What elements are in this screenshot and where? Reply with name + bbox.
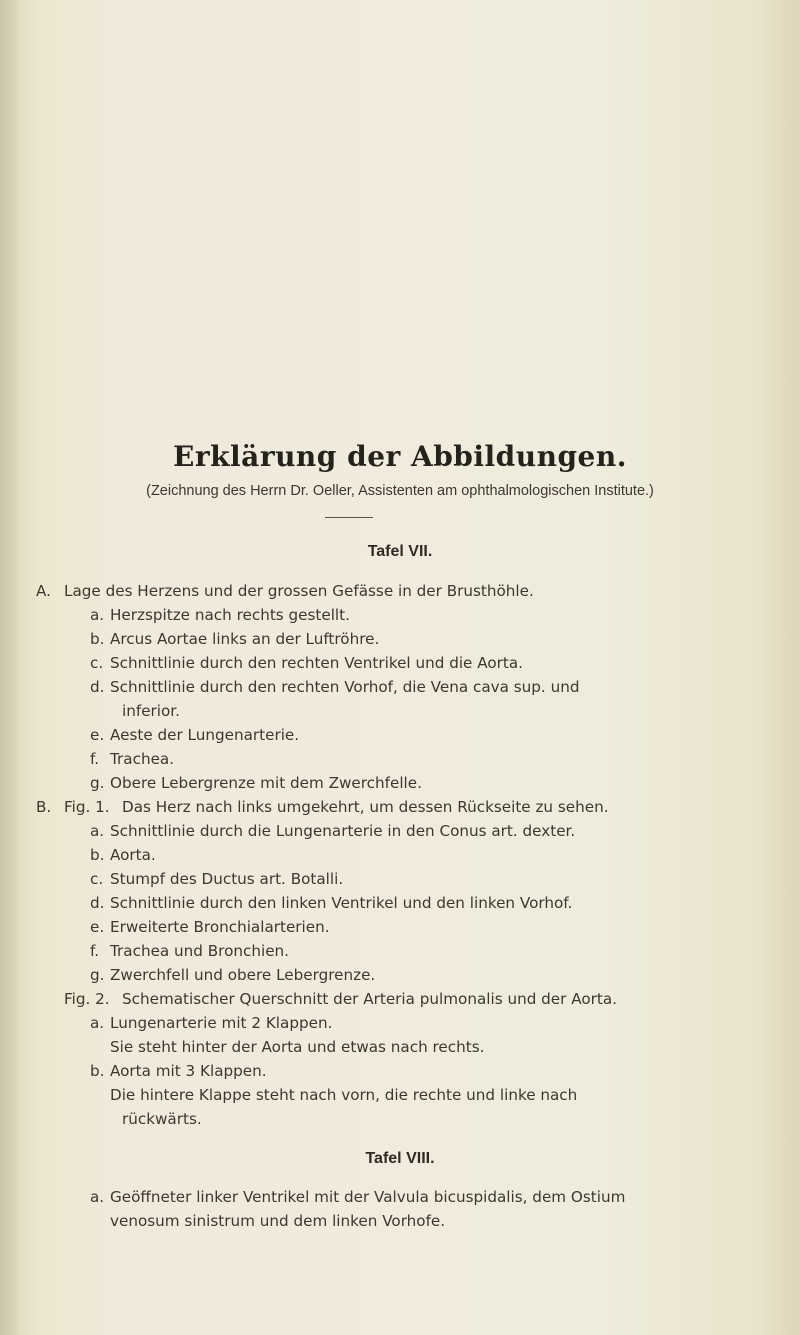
a-item-text: Aeste der Lungenarterie.	[110, 726, 300, 744]
page-title: Erklärung der Abbildungen.	[173, 440, 627, 473]
a-item-label: b.	[90, 630, 105, 648]
fig1-item-label: g.	[90, 966, 105, 984]
a-item-text: Arcus Aortae links an der Luftröhre.	[110, 630, 380, 648]
fig1-item-label: b.	[90, 846, 105, 864]
tafel8-item-continuation: venosum sinistrum und dem linken Vorhofe.	[110, 1212, 446, 1230]
fig1-item-label: a.	[90, 822, 105, 840]
a-item-text: Schnittlinie durch den rechten Ventrikel und die Aorta.	[110, 654, 523, 672]
tafel-viii-heading: Tafel VIII.	[365, 1150, 435, 1167]
tafel8-item-text: Geöffneter linker Ventrikel mit der Valvula bicuspidalis, dem Ostium	[110, 1188, 626, 1206]
section-a-text: Lage des Herzens und der grossen Gefässe in der Brusthöhle.	[64, 582, 534, 600]
subtitle: (Zeichnung des Herrn Dr. Oeller, Assistenten am ophthalmologischen Institute.)	[146, 483, 654, 499]
fig1-item-label: d.	[90, 894, 105, 912]
fig2-item-continuation: rückwärts.	[122, 1110, 202, 1128]
fig1-item-label: f.	[90, 942, 100, 960]
section-b-label: B.	[36, 798, 52, 816]
fig1-item-label: e.	[90, 918, 105, 936]
fig1-item-label: c.	[90, 870, 104, 888]
fig2-item-text: Aorta mit 3 Klappen.	[110, 1062, 267, 1080]
a-item-label: f.	[90, 750, 100, 768]
fig1-item-text: Stumpf des Ductus art. Botalli.	[110, 870, 344, 888]
fig2-text: Schematischer Querschnitt der Arteria pulmonalis und der Aorta.	[122, 990, 617, 1008]
page-binding-edge	[0, 0, 18, 1335]
a-item-continuation: inferior.	[122, 702, 180, 720]
fig1-item-text: Aorta.	[110, 846, 156, 864]
fig2-item-label: a.	[90, 1014, 105, 1032]
fig2-item-continuation: Die hintere Klappe steht nach vorn, die rechte und linke nach	[110, 1086, 578, 1104]
fig2-label: Fig. 2.	[64, 990, 110, 1008]
a-item-label: d.	[90, 678, 105, 696]
fig1-item-text: Erweiterte Bronchialarterien.	[110, 918, 330, 936]
tafel-vii-heading: Tafel VII.	[367, 543, 433, 560]
fig1-item-text: Trachea und Bronchien.	[110, 942, 290, 960]
fig1-item-text: Schnittlinie durch die Lungenarterie in den Conus art. dexter.	[110, 822, 576, 840]
fig2-item-continuation: Sie steht hinter der Aorta und etwas nach rechts.	[110, 1038, 485, 1056]
a-item-text: Trachea.	[110, 750, 175, 768]
a-item-text: Obere Lebergrenze mit dem Zwerchfelle.	[110, 774, 422, 792]
fig1-text: Das Herz nach links umgekehrt, um dessen Rückseite zu sehen.	[122, 798, 609, 816]
a-item-label: c.	[90, 654, 104, 672]
a-item-label: e.	[90, 726, 105, 744]
fig1-label: Fig. 1.	[64, 798, 110, 816]
fig2-item-text: Lungenarterie mit 2 Klappen.	[110, 1014, 333, 1032]
fig2-item-label: b.	[90, 1062, 105, 1080]
tafel8-item-label: a.	[90, 1188, 105, 1206]
divider	[325, 517, 373, 518]
a-item-text: Schnittlinie durch den rechten Vorhof, die Vena cava sup. und	[110, 678, 580, 696]
section-a-label: A.	[36, 582, 51, 600]
a-item-label: a.	[90, 606, 105, 624]
fig1-item-text: Zwerchfell und obere Lebergrenze.	[110, 966, 376, 984]
a-item-label: g.	[90, 774, 105, 792]
a-item-text: Herzspitze nach rechts gestellt.	[110, 606, 350, 624]
fig1-item-text: Schnittlinie durch den linken Ventrikel und den linken Vorhof.	[110, 894, 573, 912]
